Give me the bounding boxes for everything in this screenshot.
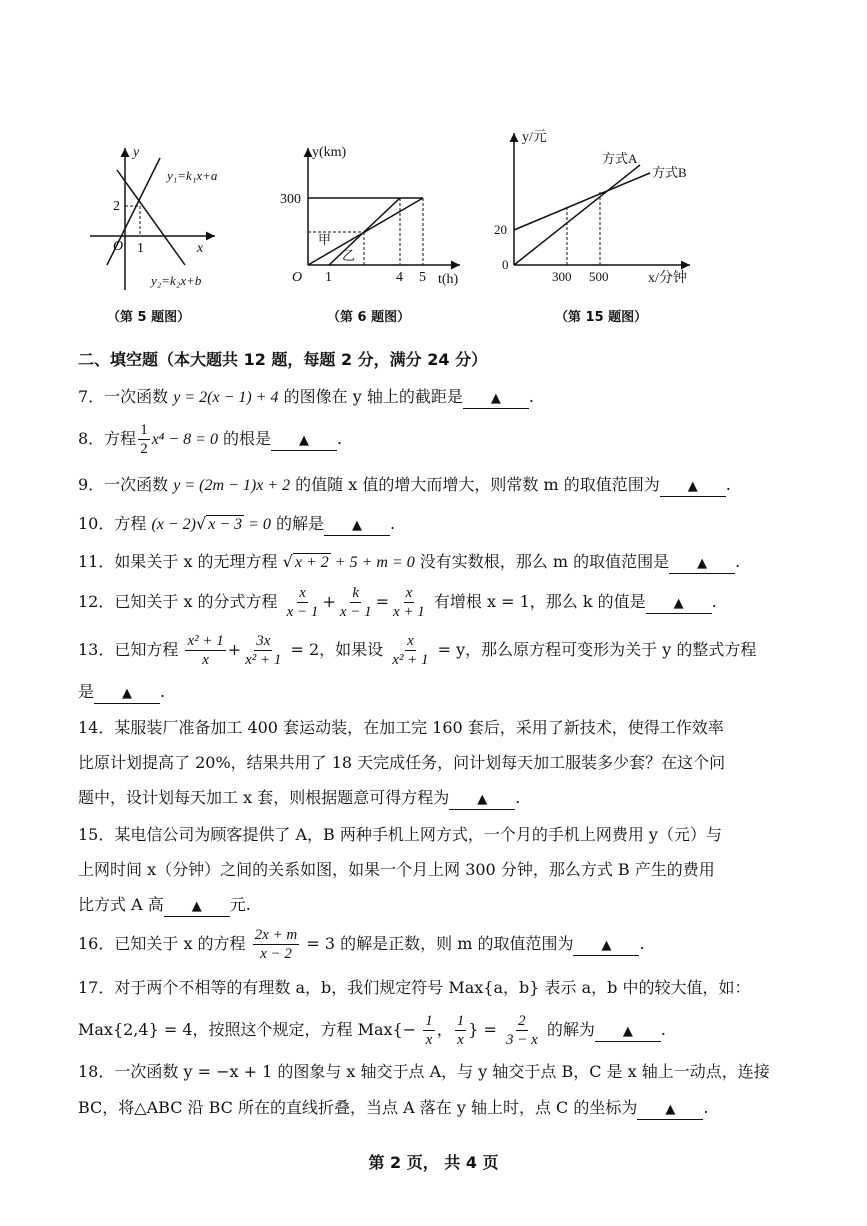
q18-line1: 18．一次函数 y = −x + 1 的图象与 x 轴交于点 A，与 y 轴交于点 B，C 是 x 轴上一动点，连接 (78, 1062, 770, 1081)
q13-mid2: = y，那么原方程可变形为关于 y 的整式方程 (432, 640, 757, 659)
q12-f2-num: k (352, 585, 360, 601)
axis-x-label: x/分钟 (648, 271, 687, 286)
tick-x-label: 1 (137, 241, 144, 256)
q14-line1: 14．某服装厂准备加工 400 套运动装，在加工完 160 套后，采用了新技术，使得工作效率 (78, 718, 724, 737)
page-footer: 第 2 页， 共 4 页 (368, 1153, 499, 1172)
axis-x-label: t(h) (438, 272, 459, 287)
figure-6-graph (280, 140, 470, 290)
q9-answer-blank[interactable] (660, 476, 726, 497)
blank-mark-icon: ▲ (687, 479, 698, 494)
q12-answer-blank[interactable] (646, 593, 712, 614)
q12-pre: 12．已知关于 x 的分式方程 (78, 592, 283, 611)
question-12: 12．已知关于 x 的分式方程 $\frac{x}{x - 1}$ + $\frac{k}{x - 1}$ = $\frac{x}{x + 1}$ 有增根 x = 1，那么 k 的值是 ▲ . (78, 585, 717, 620)
blank-mark-icon: ▲ (490, 391, 501, 406)
question-11: 11．如果关于 x 的无理方程 √ x + 2 + 5 + m = 0 没有实数根，那么 m 的取值范围是 ▲ . (78, 542, 797, 583)
q12-post: 有增根 x = 1，那么 k 的值是 (428, 592, 646, 611)
axis-y-label: y/元 (522, 130, 547, 145)
axis-y-label: y (133, 145, 140, 160)
q16-answer-blank[interactable] (573, 935, 639, 956)
q9-pre: 9．一次函数 (78, 475, 174, 494)
tick-x4-label: 4 (396, 270, 403, 285)
blank-mark-icon: ▲ (352, 518, 363, 533)
blank-mark-icon: ▲ (697, 556, 708, 571)
origin-label: O (292, 270, 303, 285)
q14-line3: 题中，设计划每天加工 x 套，则根据题意可得方程为 (78, 788, 450, 807)
question-13: 13．已知方程 $\frac{\text{x² + 1}}{x}$ + $\frac{3x}{\text{x² + 1}}$ = 2，如果设 $\frac{x}{\text{x² + 1}}$ = y，那么原方程可变形为关于 y 的整式方程 (78, 633, 757, 668)
q12-f3-den: x + 1 (393, 604, 425, 620)
q13-frac1 (185, 632, 225, 669)
q8-pre: 8．方程 (78, 429, 137, 448)
question-14-line2 (78, 743, 797, 783)
question-14-line1 (78, 708, 797, 748)
question-17-line2: Max{2,4} = 4，按照这个规定，方程 Max{− $\frac{1}{x}$ ， $\frac{1}{x}$ } = $\frac{2}{3 - x}$ 的解为 ▲ . (78, 1013, 666, 1048)
q11-pre: 11．如果关于 x 的无理方程 (78, 552, 283, 571)
q10-sqrt: x − 3 (208, 516, 243, 533)
q9-post: 的值随 x 值的增大而增大，则常数 m 的取值范围为 (290, 475, 660, 494)
figure-15-caption: （第 15 题图） (555, 310, 648, 325)
q8-answer-blank[interactable] (271, 430, 337, 451)
blank-mark-icon: ▲ (673, 596, 684, 611)
q17-line1: 17．对于两个不相等的有理数 a，b，我们规定符号 Max{a，b} 表示 a，b 中的较大值，如： (78, 978, 751, 997)
q17-f3-num: 2 (518, 1013, 526, 1029)
q8-frac-num: 1 (140, 422, 148, 438)
q13-frac3 (390, 632, 430, 669)
q17-f1-num: 1 (425, 1013, 433, 1029)
q17-f2-num: 1 (456, 1013, 465, 1029)
q13-f1-den: x (202, 652, 209, 668)
q17-f2-den: x (457, 1032, 464, 1048)
q16-pre: 16．已知关于 x 的方程 (78, 934, 251, 953)
axis-x-label: x (197, 241, 204, 256)
figure-5 (85, 140, 255, 300)
q17-post: 的解为 (541, 1020, 595, 1039)
q10-post: 的解是 (270, 514, 325, 533)
q10-answer-blank[interactable] (324, 515, 390, 536)
q13-f1-num: x² + 1 (187, 633, 224, 649)
q13-pre: 13．已知方程 (78, 640, 184, 659)
origin-label: 0 (502, 257, 509, 272)
q8-expr: x⁴ − 8 = 0 (151, 431, 218, 448)
line1-label: y₁=k₁x+a (167, 168, 218, 183)
q11-sqrt: x + 2 (294, 554, 329, 571)
blank-mark-icon: ▲ (601, 938, 612, 953)
q18-answer-blank[interactable] (637, 1099, 703, 1120)
label-jia: 甲 (318, 232, 332, 247)
q17-frac3 (504, 1012, 540, 1049)
q11-answer-blank[interactable] (669, 553, 735, 574)
question-15-line2 (78, 850, 797, 890)
q17-frac2 (455, 1012, 467, 1049)
q17-l2b: } = (468, 1020, 502, 1039)
q10-expr1: (x − 2) (151, 516, 197, 533)
q13-f3-den: x² + 1 (392, 652, 429, 668)
q17-answer-blank[interactable] (595, 1021, 661, 1042)
question-16: 16．已知关于 x 的方程 $\frac{2x + m}{x - 2}$ = 3 的解是正数，则 m 的取值范围为 ▲ . (78, 927, 645, 962)
q11-post: 没有实数根，那么 m 的取值范围是 (414, 552, 670, 571)
q16-frac (253, 926, 300, 963)
tick-x2-label: 500 (589, 269, 609, 284)
q10-expr3: = 0 (244, 516, 271, 533)
q16-num: 2x + m (254, 927, 298, 943)
question-15-line3 (78, 885, 797, 925)
figure-6-caption: （第 6 题图） (327, 310, 411, 325)
figure-5-graph (85, 140, 255, 300)
blank-mark-icon: ▲ (191, 899, 202, 914)
q12-f2-den: x − 1 (339, 604, 372, 620)
q8-frac-den: 2 (140, 441, 148, 457)
question-17-line1 (78, 968, 797, 1008)
figure-5-caption: （第 5 题图） (107, 310, 191, 325)
q12-frac3 (391, 584, 427, 621)
blank-mark-icon: ▲ (622, 1024, 633, 1039)
figure-15 (490, 125, 710, 290)
q13-answer-blank[interactable] (94, 683, 160, 704)
label-yi: 乙 (342, 248, 356, 263)
q16-den: x − 2 (260, 946, 292, 962)
q17-f3-den: 3 − x (506, 1032, 538, 1048)
line2-label: y₂=k₂x+b (151, 273, 202, 288)
q17-comma: ， (436, 1020, 453, 1039)
q12-f1-den: x − 1 (286, 604, 319, 620)
figure-6 (280, 140, 470, 290)
tick-x1-label: 300 (552, 269, 572, 284)
q13-mid1: = 2，如果设 (285, 640, 389, 659)
q7-pre: 7．一次函数 (78, 387, 174, 406)
q17-f1-den: x (425, 1032, 433, 1048)
tick-x1-label: 1 (325, 270, 332, 285)
q12-f3-num: x (405, 585, 413, 601)
q15-line1: 15．某电信公司为顾客提供了 A，B 两种手机上网方式，一个月的手机上网费用 y（元）与 (78, 825, 722, 844)
question-7: 7．一次函数 y = 2(x − 1) + 4 的图像在 y 轴上的截距是 ▲ . (78, 377, 797, 418)
label-a: 方式A (602, 151, 638, 166)
q11-expr2: + 5 + m = 0 (330, 554, 415, 571)
q17-l2a: Max{2,4} = 4，按照这个规定，方程 Max{− (78, 1020, 422, 1039)
line-a (514, 165, 640, 265)
question-14-line3: 题中，设计划每天加工 x 套，则根据题意可得方程为 ▲ . (78, 778, 797, 818)
q8-fraction (138, 421, 150, 458)
section-title: 二、填空题（本大题共 12 题，每题 2 分，满分 24 分） (78, 350, 488, 369)
figure-15-graph (490, 125, 710, 290)
question-10: 10．方程 (x − 2)√ x − 3 = 0 的解是 ▲ . (78, 504, 797, 545)
blank-mark-icon: ▲ (299, 433, 310, 448)
question-18-line1 (78, 1052, 797, 1092)
blank-mark-icon: ▲ (122, 686, 133, 701)
q15-line2: 上网时间 x（分钟）之间的关系如图，如果一个月上网 300 分钟，那么方式 B 产生的费用 (78, 860, 715, 879)
question-18-line2: BC，将△ABC 沿 BC 所在的直线折叠，当点 A 落在 y 轴上时，点 C 的坐标为 ▲ . (78, 1088, 797, 1128)
q7-post: 的图像在 y 轴上的截距是 (278, 387, 463, 406)
tick-y-label: 2 (113, 199, 120, 214)
line-b (514, 173, 650, 230)
q15-line3: 比方式 A 高 (78, 895, 164, 914)
label-b: 方式B (652, 165, 687, 180)
q14-answer-blank[interactable] (449, 789, 515, 810)
question-9: 9．一次函数 y = (2m − 1)x + 2 的值随 x 值的增大而增大，则常数 m 的取值范围为 ▲ . (78, 465, 797, 506)
q13-frac2 (243, 632, 283, 669)
blank-mark-icon: ▲ (665, 1102, 676, 1117)
q13-f2-num: 3x (256, 633, 271, 649)
question-13-line2: 是 ▲ . (78, 672, 797, 712)
q18-line2: BC，将△ABC 沿 BC 所在的直线折叠，当点 A 落在 y 轴上时，点 C 的坐标为 (78, 1098, 638, 1117)
q12-f1-num: x (299, 585, 306, 601)
q10-pre: 10．方程 (78, 514, 152, 533)
tick-y-label: 20 (494, 222, 507, 237)
question-8: 8．方程 $\frac{1}{2}$ x⁴ − 8 = 0 的根是 ▲ . (78, 422, 343, 457)
q17-frac1 (423, 1012, 435, 1049)
question-15-line1 (78, 815, 797, 855)
q9-expr: y = (2m − 1)x + 2 (173, 477, 291, 494)
q16-mid: = 3 的解是正数，则 m 的取值范围为 (301, 934, 574, 953)
q7-expr: y = 2(x − 1) + 4 (173, 389, 279, 406)
q15-answer-blank[interactable] (164, 896, 230, 917)
line-y2 (117, 170, 185, 265)
origin-label: O (113, 239, 124, 254)
tick-x5-label: 5 (419, 270, 426, 285)
q7-answer-blank[interactable] (463, 388, 529, 409)
q12-frac1 (285, 584, 321, 621)
q12-frac2 (338, 584, 374, 621)
q15-post: 元. (229, 895, 251, 914)
q13-f2-den: x² + 1 (245, 652, 282, 668)
q14-line2: 比原计划提高了 20%，结果共用了 18 天完成任务，问计划每天加工服装多少套？在这个问 (78, 753, 726, 772)
axis-y-label: y(km) (312, 145, 347, 160)
blank-mark-icon: ▲ (477, 792, 488, 807)
q13-f3-num: x (407, 633, 414, 649)
q13-line2: 是 (78, 682, 95, 701)
q8-post: 的根是 (217, 429, 272, 448)
tick-y-label: 300 (280, 192, 301, 207)
